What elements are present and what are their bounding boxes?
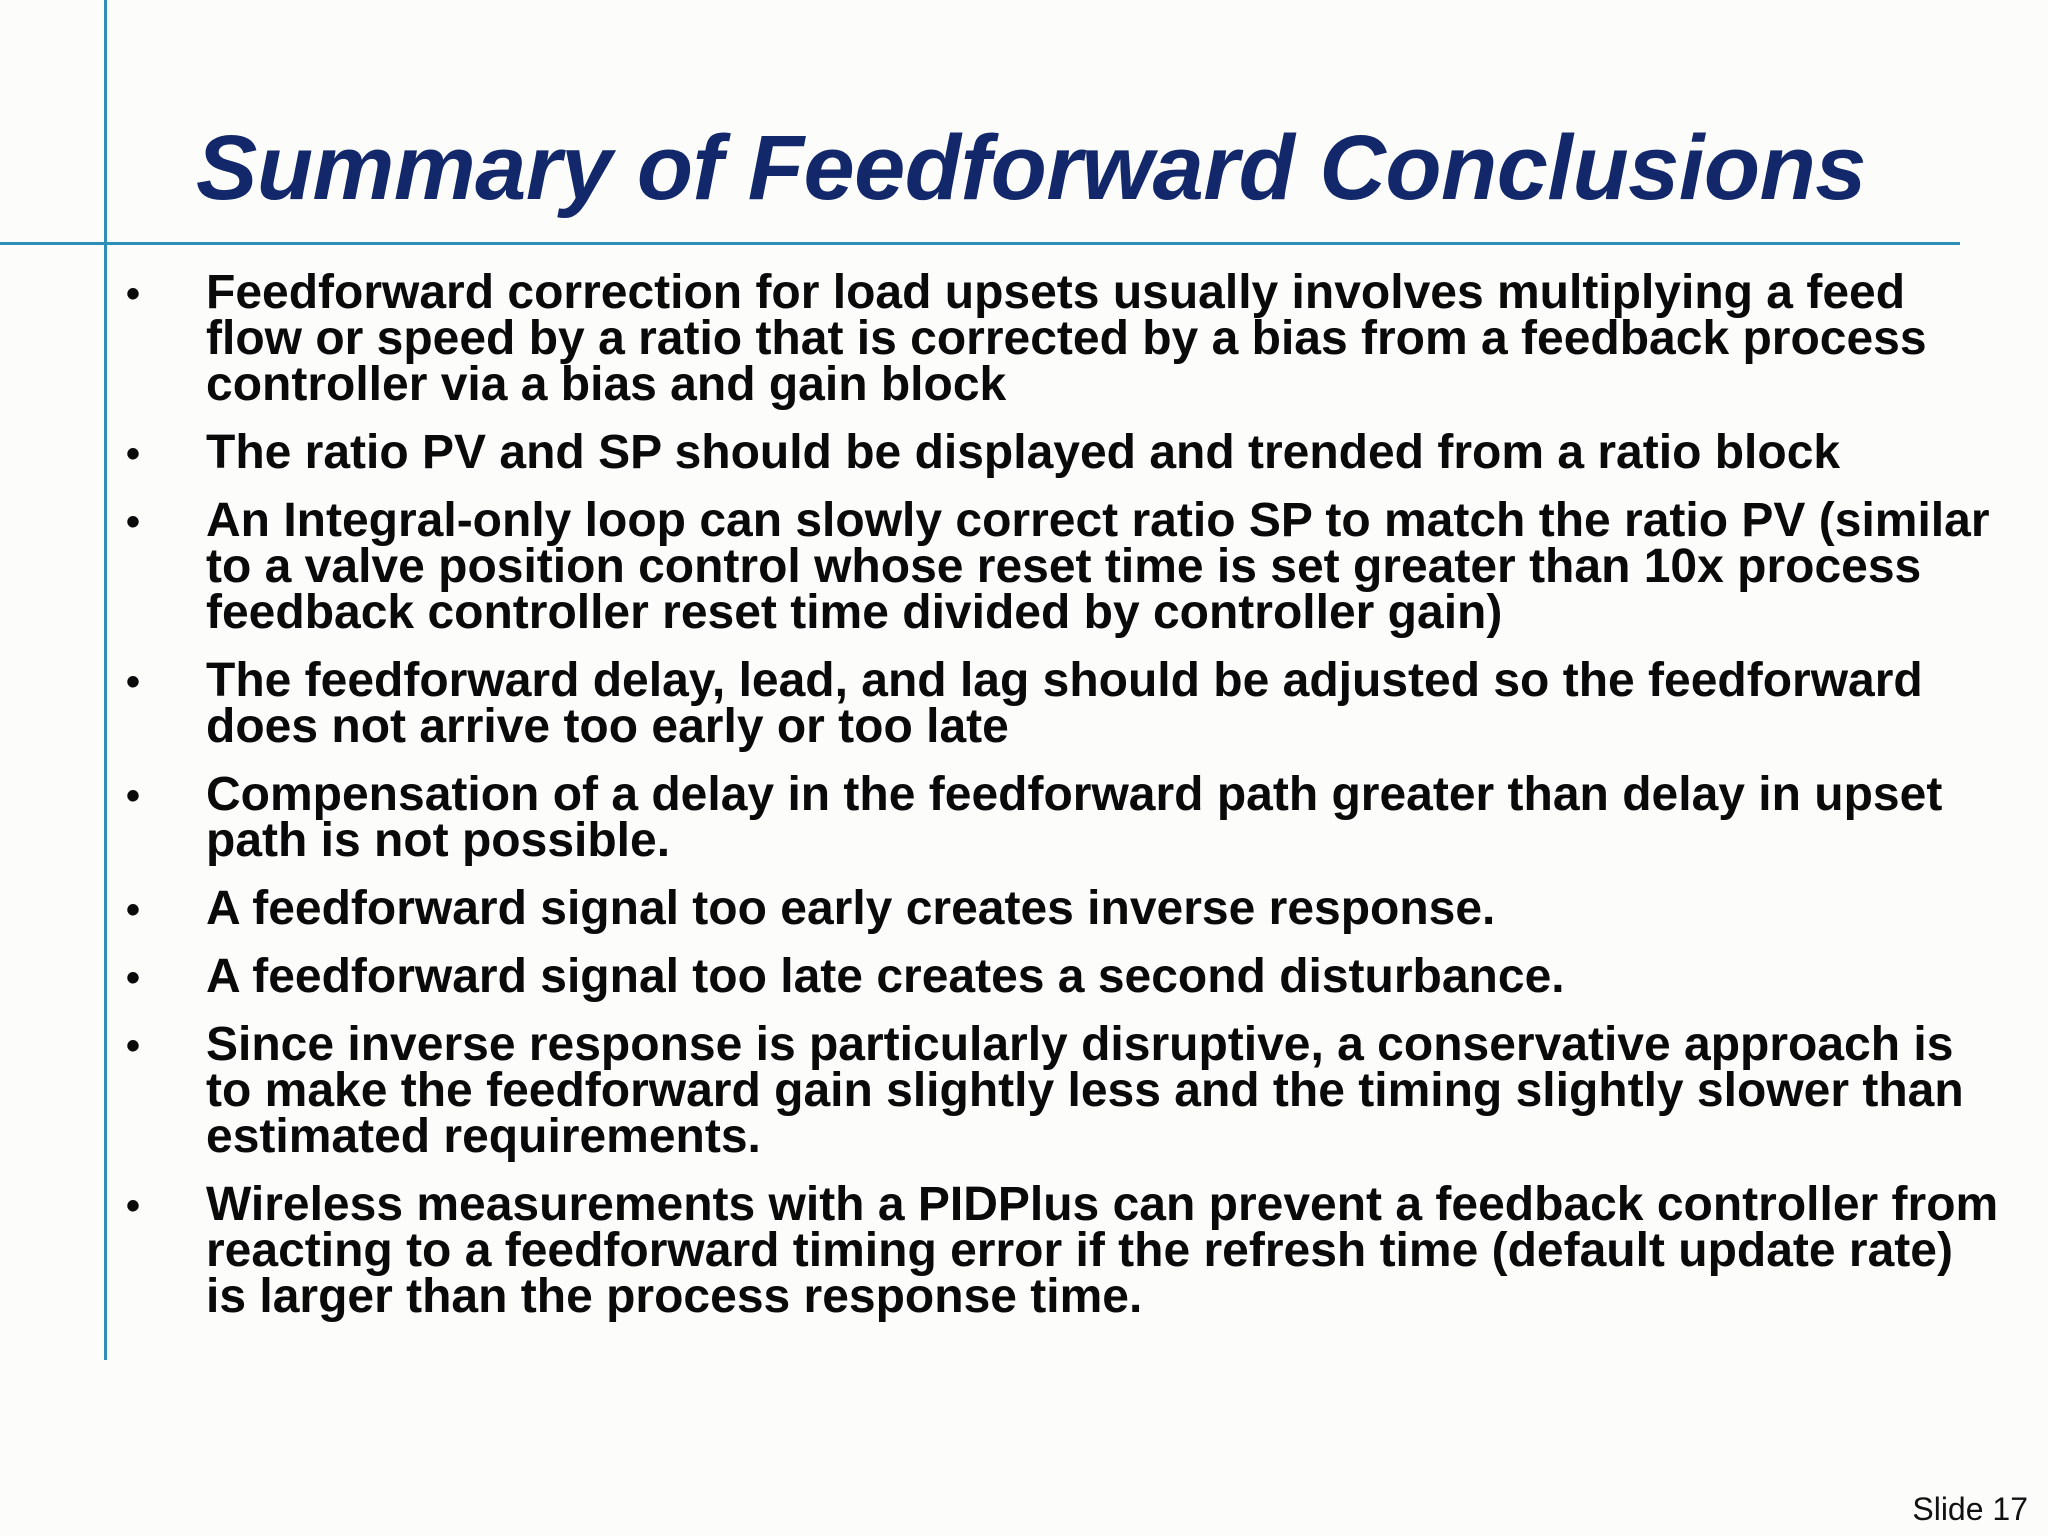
bullet-item	[0, 768, 2000, 867]
bullet-text: The feedforward delay, lead, and lag should be adjusted so the feedforward does not arrive too early or too late	[206, 654, 1923, 753]
bullet-dot-icon: •	[126, 774, 141, 818]
bullet-item	[0, 494, 2000, 639]
horizontal-rule-line	[0, 242, 1960, 245]
bullet-text: Compensation of a delay in the feedforward path greater than delay in upset path is not possible.	[206, 768, 1943, 867]
bullet-item	[0, 950, 2000, 1003]
bullet-dot-icon: •	[126, 888, 141, 932]
bullet-text: Feedforward correction for load upsets usually involves multiplying a feed flow or speed by a ratio that is corrected by a bias from a feedback process controller via a bias and gain block	[206, 266, 1927, 411]
bullet-text: Wireless measurements with a PIDPlus can prevent a feedback controller from reacting to a feedforward timing error if the refresh time (default update rate) is larger than the process response time.	[206, 1178, 1999, 1323]
bullet-item	[0, 266, 2000, 411]
bullet-dot-icon: •	[126, 1024, 141, 1068]
bullet-dot-icon: •	[126, 956, 141, 1000]
bullet-text: Since inverse response is particularly disruptive, a conservative approach is to make the feedforward gain slightly less and the timing slightly slower than estimated requirements.	[206, 1018, 1964, 1163]
bullet-dot-icon: •	[126, 272, 141, 316]
bullet-list	[0, 266, 2000, 1342]
bullet-text: An Integral-only loop can slowly correct ratio SP to match the ratio PV (similar to a valve position control whose reset time is set greater than 10x process feedback controller reset time divided by controller gain)	[206, 494, 1990, 639]
bullet-dot-icon: •	[126, 500, 141, 544]
bullet-item	[0, 426, 2000, 479]
bullet-dot-icon: •	[126, 660, 141, 704]
bullet-text: A feedforward signal too early creates inverse response.	[206, 882, 1496, 935]
bullet-item	[0, 1178, 2000, 1323]
bullet-dot-icon: •	[126, 1184, 141, 1228]
bullet-item	[0, 1018, 2000, 1163]
slide-title: Summary of Feedforward Conclusions	[196, 117, 1866, 219]
bullet-text: The ratio PV and SP should be displayed and trended from a ratio block	[206, 426, 1841, 479]
bullet-dot-icon: •	[126, 432, 141, 476]
bullet-item	[0, 882, 2000, 935]
bullet-item	[0, 654, 2000, 753]
bullet-text: A feedforward signal too late creates a second disturbance.	[206, 950, 1565, 1003]
slide-number: Slide 17	[1912, 1491, 2028, 1527]
